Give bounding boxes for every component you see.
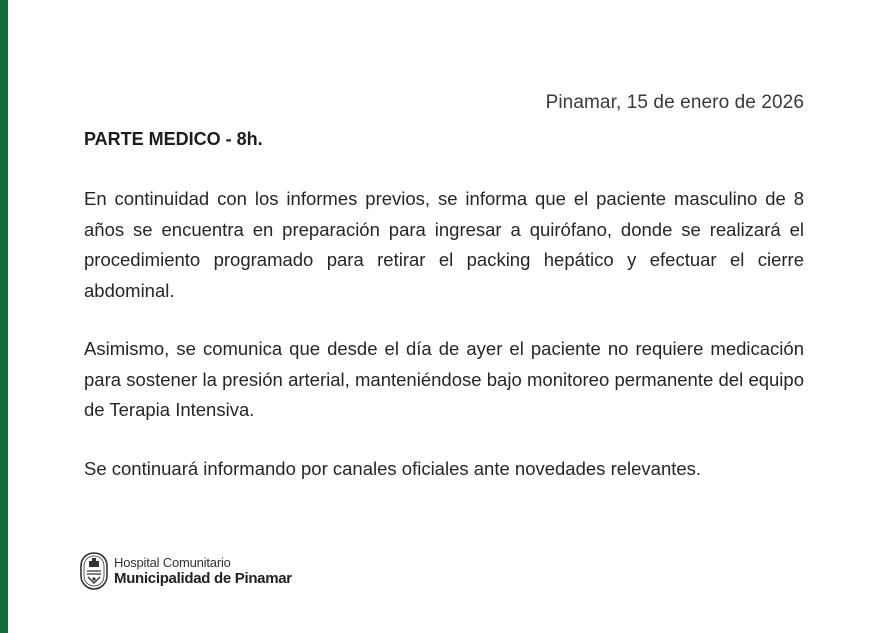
municipal-seal-icon bbox=[80, 552, 108, 590]
paragraph-2: Asimismo, se comunica que desde el día de ayer el paciente no requiere medicación para sostener la presión arterial, manteniéndose bajo monitoreo permanente del equipo de Terapia Intensiva. bbox=[84, 338, 804, 420]
date-line: Pinamar, 15 de enero de 2026 bbox=[545, 92, 804, 113]
logo-text bbox=[114, 556, 292, 586]
paragraph-1: En continuidad con los informes previos, se informa que el paciente masculino de 8 años se encuentra en preparación para ingresar a quirófano, donde se realizará el procedimiento programado para retirar el packing hepático y efectuar el cierre abdominal. bbox=[84, 188, 804, 301]
logo-line-municipality: Municipalidad de Pinamar bbox=[114, 570, 292, 587]
document-title: PARTE MEDICO - 8h. bbox=[84, 129, 263, 149]
logo-line-hospital: Hospital Comunitario bbox=[114, 555, 231, 570]
accent-bar bbox=[0, 0, 8, 633]
hospital-logo bbox=[80, 552, 292, 590]
document-body bbox=[84, 86, 804, 503]
paragraph-3: Se continuará informando por canales oficiales ante novedades relevantes. bbox=[84, 457, 702, 479]
